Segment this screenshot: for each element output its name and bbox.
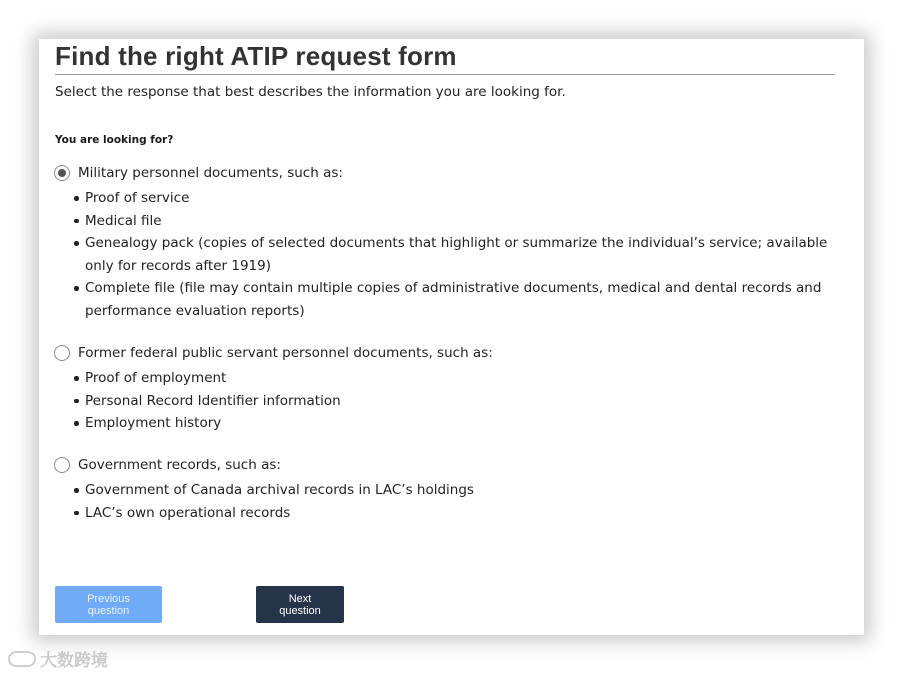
previous-question-button[interactable]: Previous question — [55, 586, 162, 623]
list-item: Genealogy pack (copies of selected documents that highlight or summarize the individual’s service; available only for records after 1919) — [54, 232, 855, 277]
option-public-servant — [54, 345, 855, 435]
list-item: LAC’s own operational records — [54, 502, 855, 525]
watermark-text: 大数跨境 — [40, 651, 108, 671]
radio-row-public-servant[interactable] — [54, 345, 855, 361]
radio-label-government-records[interactable]: Government records, such as: — [78, 457, 281, 473]
list-item: Medical file — [54, 210, 855, 233]
title-divider — [55, 74, 835, 75]
option-military — [54, 165, 855, 323]
list-item: Proof of service — [54, 187, 855, 210]
next-question-button[interactable]: Next question — [256, 586, 344, 623]
military-items-list — [54, 187, 855, 323]
watermark-logo-icon — [8, 651, 36, 667]
page-title: Find the right ATIP request form — [55, 41, 457, 71]
list-item: Proof of employment — [54, 367, 855, 390]
radio-label-military[interactable]: Military personnel documents, such as: — [78, 165, 343, 181]
radio-label-public-servant[interactable]: Former federal public servant personnel documents, such as: — [78, 345, 493, 361]
radio-military[interactable] — [54, 165, 70, 181]
option-government-records — [54, 457, 855, 524]
list-item: Employment history — [54, 412, 855, 435]
list-item: Government of Canada archival records in LAC’s holdings — [54, 479, 855, 502]
radio-row-military[interactable] — [54, 165, 855, 181]
form-card — [39, 39, 864, 635]
watermark — [8, 646, 108, 671]
list-item: Personal Record Identifier information — [54, 390, 855, 413]
list-item: Complete file (file may contain multiple copies of administrative documents, medical and dental records and performance evaluation reports) — [54, 277, 855, 322]
page-subtitle: Select the response that best describes the information you are looking for. — [55, 84, 566, 100]
public-servant-items-list — [54, 367, 855, 435]
radio-public-servant[interactable] — [54, 345, 70, 361]
radio-row-government-records[interactable] — [54, 457, 855, 473]
government-records-items-list — [54, 479, 855, 524]
question-label: You are looking for? — [55, 134, 174, 146]
radio-government-records[interactable] — [54, 457, 70, 473]
